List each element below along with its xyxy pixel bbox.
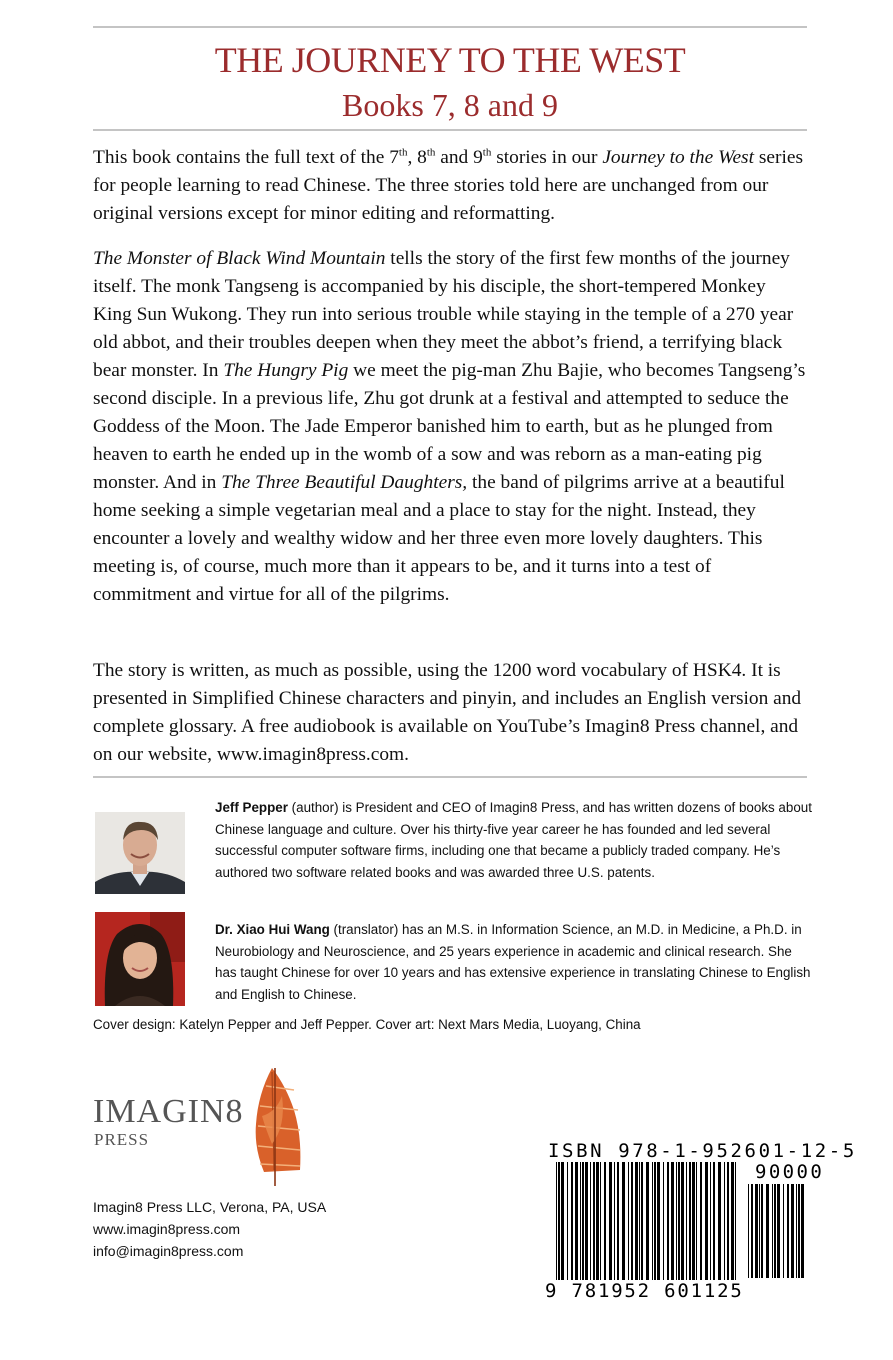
barcode-bar — [791, 1184, 794, 1278]
ean-digits: 9 781952 601125 — [545, 1280, 744, 1302]
isbn-label: ISBN 978-1-952601-12-5 — [548, 1140, 857, 1162]
author-photo — [95, 812, 185, 894]
barcode-bar — [600, 1162, 601, 1280]
barcode-bar — [667, 1162, 669, 1280]
barcode-bar — [761, 1184, 763, 1278]
barcode-bar — [676, 1162, 677, 1280]
description-paragraph-1: This book contains the full text of the 7th, 8th and 9th stories in our Journey to the West series for people learning to read Chinese. The three stories told here are unchanged from our original versions except for minor editing and reformatting. — [93, 146, 803, 224]
barcode-bar — [657, 1162, 660, 1280]
barcode-bar — [596, 1162, 599, 1280]
publisher-website-link[interactable]: www.imagin8press.com — [93, 1221, 241, 1237]
author-bio: Jeff Pepper (author) is President and CEO of Imagin8 Press, and has written dozens of books about Chinese language and culture. Over his thirty-five year career he has founded and led several successful computer software firms, including one that became a publicly traded company. He’s authored two software related books and was awarded three U.S. patents. — [215, 800, 812, 880]
series-title: Journey to the West — [602, 147, 754, 168]
barcode-bar — [593, 1162, 595, 1280]
barcode-bar — [718, 1162, 721, 1280]
publisher-address: Imagin8 Press LLC, Verona, PA, USA — [93, 1199, 327, 1215]
barcode-bar — [689, 1162, 691, 1280]
barcode-bar — [710, 1162, 711, 1280]
barcode-bar — [617, 1162, 619, 1280]
author-name: Jeff Pepper — [215, 800, 288, 815]
barcode-bar — [635, 1162, 638, 1280]
book-title: THE JOURNEY TO THE WEST — [214, 40, 686, 80]
title-rule — [93, 129, 807, 131]
description-paragraph-3: The story is written, as much as possible, using the 1200 word vocabulary of HSK4. It is presented in Simplified Chinese characters and pinyin, and includes an English version and complete glossary. A free audiobook is available on YouTube’s Imagin8 Press channel, and on our website, www.imagin8press.com. — [93, 660, 802, 765]
junk-sail-icon — [242, 1066, 308, 1188]
translator-bio: Dr. Xiao Hui Wang (translator) has an M.S. in Information Science, an M.D. in Medicine, a Ph.D. in Neurobiology and Neuroscience, and 25 years experience in academic and clinical research. She has taught Chinese for over 10 years and has extensive experience in translating Chinese to English and English to Chinese. — [215, 922, 811, 1002]
barcode-bar — [609, 1162, 612, 1280]
barcode-bar — [671, 1162, 674, 1280]
barcode-bar — [628, 1162, 629, 1280]
barcode-bar — [700, 1162, 702, 1280]
barcode-bar — [631, 1162, 633, 1280]
barcode-bar — [727, 1162, 729, 1280]
publisher-logo-press: PRESS — [94, 1130, 150, 1149]
barcode-bar — [663, 1162, 664, 1280]
barcode-bar — [641, 1162, 643, 1280]
barcode-bar — [696, 1162, 697, 1280]
barcode-bar — [724, 1162, 725, 1280]
barcode-bar — [787, 1184, 789, 1278]
barcode-bar — [585, 1162, 588, 1280]
barcode-bar — [783, 1184, 784, 1278]
barcode-bar — [654, 1162, 656, 1280]
barcode-bar — [678, 1162, 680, 1280]
barcode-bar — [798, 1184, 800, 1278]
bio-rule — [93, 776, 807, 778]
book-title-3: The Three Beautiful Daughters, — [221, 472, 468, 493]
book-title-1: The Monster of Black Wind Mountain — [93, 248, 386, 269]
barcode-bar — [759, 1184, 760, 1278]
description-paragraph-2: The Monster of Black Wind Mountain tells the story of the first few months of the journey itself. The monk Tangseng is accompanied by his disciple, the short-tempered Monkey King Sun Wukong. They run into serious trouble while staying in the temple of a 270 year old abbot, and their troubles deepen when they meet the abbot’s friend, a terrifying black bear monster. In The Hungry Pig we meet the pig-man Zhu Bajie, who becomes Tangseng’s second disciple. In a previous life, Zhu got drunk at a festival and attempted to seduce the Goddess of the Moon. The Jade Emperor banished him to earth, but as he plunged from heaven to earth he ended up in the womb of a sow and was reborn as a man-eating pig monster. And in The Three Beautiful Daughters, the band of pilgrims arrive at a beautiful home seeking a simple vegetarian meal and a place to stay for the night. Instead, they encounter a lovely and wealthy widow and her three even more lovely daughters. This meeting is, of course, much more than it appears to be, and it turns into a test of commitment and virtue for all of the pilgrims. — [93, 248, 806, 605]
book-subtitle: Books 7, 8 and 9 — [342, 87, 558, 123]
barcode-bar — [639, 1162, 640, 1280]
barcode-bar — [686, 1162, 687, 1280]
barcode-bar — [755, 1184, 758, 1278]
barcode-bar — [751, 1184, 753, 1278]
barcode-bar — [561, 1162, 564, 1280]
barcode-bar — [582, 1162, 584, 1280]
cover-credits: Cover design: Katelyn Pepper and Jeff Pepper. Cover art: Next Mars Media, Luoyang, China — [93, 1017, 641, 1032]
barcode-bar — [796, 1184, 797, 1278]
barcode-bar — [575, 1162, 578, 1280]
book-title-2: The Hungry Pig — [223, 360, 349, 381]
barcode-bar — [681, 1162, 684, 1280]
barcode-bar — [748, 1184, 749, 1278]
barcode-bar — [652, 1162, 653, 1280]
translator-name: Dr. Xiao Hui Wang — [215, 922, 330, 937]
barcode-bar — [774, 1184, 776, 1278]
addon-digits: 90000 — [755, 1161, 825, 1183]
barcode-bar — [766, 1184, 769, 1278]
barcode-bar — [692, 1162, 695, 1280]
barcode-bar — [705, 1162, 708, 1280]
barcode-bar — [571, 1162, 573, 1280]
publisher-logo-text: IMAGIN8 — [93, 1093, 244, 1130]
publisher-email-link[interactable]: info@imagin8press.com — [93, 1243, 244, 1259]
barcode-bar — [590, 1162, 591, 1280]
barcode-bar — [772, 1184, 773, 1278]
translator-photo — [95, 912, 185, 1006]
top-rule — [93, 26, 807, 28]
barcode-bar — [622, 1162, 625, 1280]
barcode-bar — [567, 1162, 568, 1280]
addon-barcode — [748, 1184, 808, 1300]
barcode-bar — [614, 1162, 615, 1280]
barcode-bar — [777, 1184, 780, 1278]
barcode-bar — [801, 1184, 804, 1278]
barcode-bar — [713, 1162, 715, 1280]
barcode-bar — [604, 1162, 606, 1280]
barcode-bar — [580, 1162, 581, 1280]
